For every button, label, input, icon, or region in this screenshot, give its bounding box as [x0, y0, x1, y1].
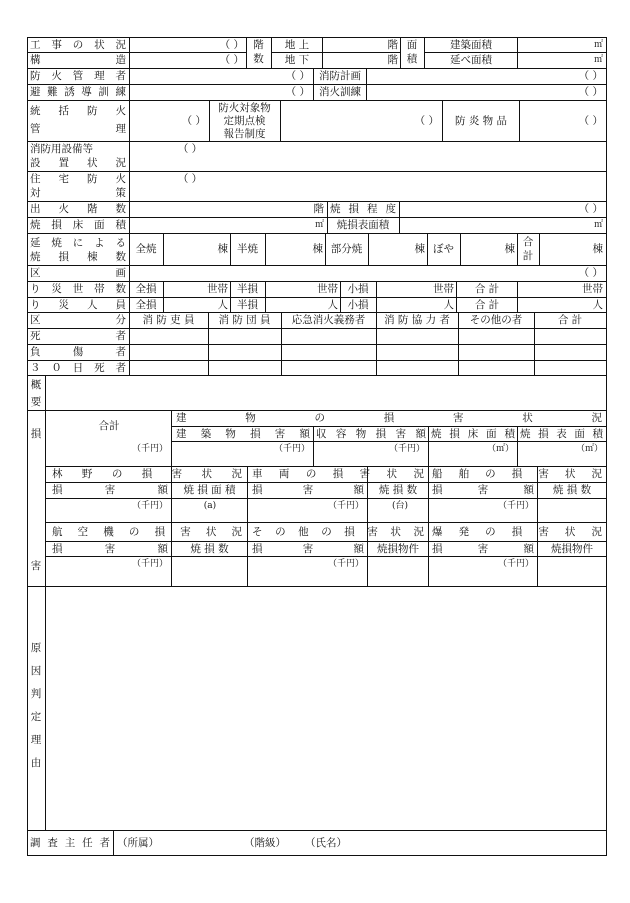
unit-count: 世帯 [207, 283, 228, 295]
label-damage: 損 [30, 428, 42, 440]
label-ship-damage: 船 舶 の 損 害 状 況 [432, 468, 602, 480]
paren-blank: （ ） [285, 70, 310, 82]
unit-building: 棟 [414, 243, 425, 255]
label-name: （氏名） [305, 836, 347, 849]
rule-line [456, 281, 457, 312]
unit-sqm: ㎡ [314, 220, 324, 230]
label-small-loss: 小損 [347, 283, 369, 295]
label-emergency-duty: 応急消火義務者 [291, 314, 366, 326]
rule-line [27, 312, 606, 313]
label-aircraft-damage: 航 空 機 の 損 害 状 況 [52, 526, 242, 538]
label-cause-reason: 定 [30, 711, 42, 723]
label-category: 区 分 [30, 314, 126, 326]
unit-sqm: ㎡ [593, 55, 603, 65]
label-fire-manager: 防 火 管 理 者 [30, 70, 126, 82]
rule-line [171, 410, 172, 466]
unit-thousand-yen: （千円） [131, 443, 168, 454]
rule-line [27, 344, 606, 345]
label-residential: 対 策 [30, 187, 126, 199]
rule-line [113, 830, 114, 856]
unit-thousand-yen: （千円） [327, 559, 364, 569]
label-full-loss: 全損 [135, 283, 157, 295]
label-loss-amount: 損 害 額 [432, 484, 534, 496]
rule-line [45, 482, 606, 483]
label-cause-reason: 由 [30, 757, 42, 769]
label-total: 合 計 [557, 314, 583, 326]
label-bldg-loss-amount: 建 築 物 損 害 額 [176, 427, 310, 440]
rule-line [265, 233, 266, 265]
unit-thousand-yen: （千円） [327, 501, 364, 511]
label-burn-item: 焼損物件 [377, 542, 419, 555]
label-total: 合 計 [474, 283, 500, 295]
paren-blank: （ ） [414, 114, 439, 127]
label-burn-item: 焼損物件 [551, 542, 593, 555]
label-spread: 焼 損 棟 数 [30, 250, 126, 263]
label-loss-amount: 損 害 額 [252, 484, 364, 496]
label-half-loss: 半損 [237, 298, 258, 311]
label-full-loss: 全損 [135, 298, 157, 311]
rule-line [366, 68, 367, 100]
label-fire-drill: 消火訓練 [319, 86, 361, 98]
label-inspection: 報告制度 [223, 127, 266, 140]
rule-line [129, 100, 130, 141]
rule-line [27, 328, 606, 329]
paren-blank: （ ） [578, 114, 603, 127]
rule-line [27, 281, 606, 282]
paren-blank: （ ） [177, 142, 203, 155]
rule-line [129, 265, 130, 281]
rule-line [460, 233, 461, 265]
unit-sqm: ㎡ [593, 39, 603, 50]
unit-floor: 階 [387, 54, 398, 66]
paren-blank: （ ） [177, 172, 203, 185]
rule-line [129, 201, 130, 233]
label-vehicle-damage: 車 両 の 損 害 状 況 [252, 468, 424, 480]
label-total: 合 [522, 236, 534, 248]
label-grand-total: 合計 [98, 420, 120, 432]
paren-blank: （ ） [219, 38, 244, 51]
label-floors: 階 [253, 39, 264, 51]
label-loss-amount: 損 害 額 [52, 484, 168, 496]
label-small-loss: 小損 [347, 298, 369, 311]
label-affiliation: （所属） [117, 836, 159, 849]
rule-line [428, 466, 429, 586]
rule-line [45, 556, 606, 557]
rule-line [27, 265, 606, 266]
rule-line [27, 586, 606, 587]
rule-line [265, 281, 266, 312]
rule-line [27, 375, 606, 376]
label-flameproof: 防 炎 物 品 [454, 114, 507, 127]
rule-line [163, 233, 164, 265]
label-dead-30days: ３ ０ 日 死 者 [30, 361, 126, 374]
label-floors: 数 [253, 53, 264, 65]
unit-thousand-yen: （千円） [273, 443, 310, 454]
unit-ares: (a) [203, 501, 217, 511]
label-others: その他の者 [469, 314, 523, 326]
label-cooperator: 消 防 協 力 者 [384, 314, 450, 326]
rule-line [517, 281, 518, 312]
rule-line [27, 233, 606, 234]
label-partial-burn: 部分焼 [330, 243, 363, 255]
label-burn-floor: 焼 損 床 面 積 [431, 427, 515, 440]
rule-line [376, 281, 377, 312]
rule-line [27, 201, 606, 202]
label-loss-amount: 損 害 額 [432, 542, 534, 555]
label-area: 積 [406, 53, 418, 65]
rule-line [27, 141, 606, 142]
paren-blank: （ ） [578, 203, 603, 215]
label-above-ground: 地 上 [284, 38, 310, 51]
label-residential: 住 宅 防 火 [30, 173, 126, 185]
rule-line [45, 375, 46, 830]
rule-line [442, 100, 443, 141]
label-total: 計 [522, 250, 534, 262]
label-building-damage: 建 物 の 損 害 状 況 [176, 412, 602, 424]
rule-line [247, 466, 248, 586]
label-cause-reason: 理 [30, 734, 42, 746]
rule-line [322, 37, 323, 68]
rule-line [519, 100, 520, 141]
rule-line [45, 522, 606, 523]
label-burn-degree: 焼 損 程 度 [330, 203, 396, 215]
label-loss-amount: 損 害 額 [252, 542, 364, 555]
label-construction-status: 工 事 の 状 況 [30, 38, 126, 51]
rule-line [428, 426, 429, 466]
label-rank: （階級） [244, 836, 286, 849]
paren-blank: （ ） [578, 70, 603, 82]
label-cause-reason: 判 [30, 688, 42, 700]
rule-line [517, 37, 518, 68]
label-victims: り 災 人 員 [30, 298, 126, 311]
label-summary: 要 [30, 396, 42, 408]
label-spread: 延 焼 に よ る [30, 236, 126, 249]
label-fire-corps: 消 防 団 員 [218, 314, 271, 326]
label-dead: 死 者 [30, 330, 126, 342]
rule-line [129, 68, 130, 100]
unit-thousand-yen: （千円） [388, 443, 425, 454]
label-burn-floor-area: 焼 損 床 面 積 [30, 219, 126, 231]
paren-blank: （ ） [578, 86, 603, 98]
rule-line [517, 426, 518, 466]
label-burn-surface-area: 焼損表面積 [336, 219, 390, 231]
unit-count: 人 [443, 298, 454, 311]
label-explosion-damage: 爆 発 の 損 害 状 況 [432, 526, 602, 538]
unit-count: 世帯 [317, 283, 338, 295]
rule-line [45, 498, 606, 499]
label-equipment: 消防用設備等 [30, 143, 93, 155]
unit-building: 棟 [312, 243, 323, 255]
paren-blank: （ ） [219, 54, 244, 66]
unit-count: 世帯 [582, 283, 603, 295]
label-small-fire: ぼや [433, 243, 454, 255]
unit-sqm: （㎡） [575, 443, 603, 454]
label-general-fire: 管 理 [30, 123, 126, 135]
unit-building: 棟 [504, 243, 515, 255]
label-below-ground: 地 下 [284, 54, 310, 66]
rule-line [327, 201, 328, 233]
label-cause-reason: 因 [30, 665, 42, 677]
unit-floor: 階 [387, 38, 398, 51]
label-injured: 負 傷 者 [30, 346, 126, 358]
unit-building: 棟 [217, 243, 228, 255]
rule-line [27, 217, 606, 218]
rule-line [313, 68, 314, 100]
label-burn-count: 焼 損 数 [378, 484, 418, 496]
rule-line [424, 37, 425, 68]
label-victim-households: り 災 世 帯 数 [30, 283, 126, 295]
label-equipment: 設 置 状 況 [30, 157, 126, 169]
unit-vehicles: (台) [391, 501, 409, 511]
label-general-fire: 統 括 防 火 [30, 105, 126, 117]
unit-building: 棟 [592, 243, 603, 255]
label-evac-training: 避 難 誘 導 訓 練 [30, 86, 126, 98]
label-burn-count: 焼 損 数 [190, 542, 229, 555]
rule-line [45, 466, 606, 467]
label-fire-staff: 消 防 吏 員 [142, 314, 195, 326]
rule-line [27, 410, 606, 411]
label-cause-reason: 原 [30, 642, 42, 654]
rule-line [280, 100, 281, 141]
rule-line [271, 37, 272, 68]
label-half-burn: 半焼 [237, 243, 258, 255]
label-half-loss: 半損 [237, 283, 258, 295]
label-burn-surface: 焼 損 表 面 積 [520, 427, 603, 440]
paren-blank: （ ） [181, 114, 206, 127]
label-fire-floor: 出 火 階 数 [30, 203, 126, 215]
label-structure: 構 造 [30, 54, 126, 66]
rule-line [27, 84, 606, 85]
rule-line [399, 201, 400, 233]
label-loss-amount: 損 害 額 [52, 542, 168, 555]
label-investigator: 調 査 主 任 者 [30, 836, 110, 849]
label-total-floor-area: 延べ面積 [450, 54, 492, 66]
unit-thousand-yen: （千円） [497, 559, 534, 569]
label-area: 面 [406, 39, 418, 51]
label-total: 合 計 [474, 298, 500, 311]
unit-sqm: ㎡ [593, 220, 603, 230]
rule-line [271, 52, 400, 53]
label-damage: 害 [30, 560, 42, 572]
label-forest-damage: 林 野 の 損 害 状 況 [52, 468, 242, 480]
rule-line [368, 233, 369, 265]
rule-line [313, 426, 314, 466]
unit-count: 人 [592, 298, 603, 311]
rule-line [129, 37, 130, 68]
rule-line [27, 52, 246, 53]
unit-count: 人 [327, 298, 338, 311]
rule-line [27, 68, 606, 69]
label-building-area: 建築面積 [450, 38, 492, 51]
label-fire-plan: 消防計画 [319, 70, 361, 82]
unit-floor: 階 [313, 203, 324, 215]
rule-line [606, 37, 607, 856]
label-inspection: 防火対象物 [218, 101, 271, 114]
unit-thousand-yen: （千円） [131, 501, 168, 511]
label-inspection: 定期点検 [223, 114, 266, 127]
paren-blank: （ ） [578, 267, 603, 279]
label-burn-area: 焼 損 面 積 [183, 484, 236, 496]
label-summary: 概 [30, 379, 42, 391]
rule-line [129, 141, 130, 201]
unit-thousand-yen: （千円） [131, 559, 168, 569]
label-section: 区 画 [30, 267, 126, 279]
unit-thousand-yen: （千円） [497, 501, 534, 511]
label-other-damage: そ の 他 の 損 害 状 況 [252, 526, 424, 538]
rule-line [163, 281, 164, 312]
rule-line [539, 233, 540, 265]
unit-count: 世帯 [433, 283, 454, 295]
rule-line [424, 52, 606, 53]
label-full-burn: 全焼 [135, 243, 157, 255]
rule-line [27, 171, 606, 172]
unit-count: 人 [217, 298, 228, 311]
paren-blank: （ ） [285, 86, 310, 98]
label-burn-count: 焼 損 数 [552, 484, 592, 496]
unit-sqm: （㎡） [486, 443, 514, 454]
label-contents-loss: 収 容 物 損 害 額 [316, 427, 426, 440]
